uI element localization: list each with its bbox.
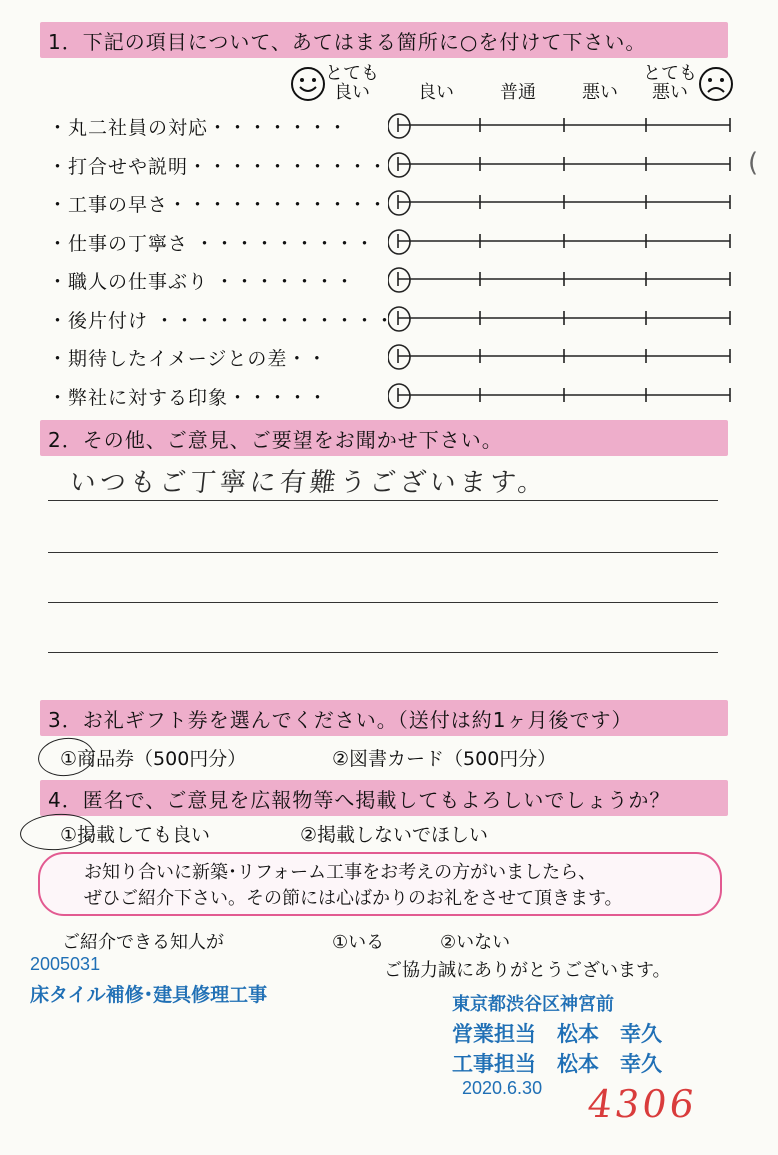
comment-line <box>48 500 718 501</box>
job-date: 2020.6.30 <box>462 1078 543 1098</box>
comment-line <box>48 552 718 553</box>
survey-item-row <box>48 149 738 179</box>
survey-item-label: ・弊社に対する印象・・・・・ <box>48 386 329 409</box>
survey-item-row <box>48 110 738 140</box>
notice-line2: ぜひご紹介下さい。その節には心ばかりのお礼をさせて頂きます。 <box>84 888 623 909</box>
survey-item-row <box>48 226 738 256</box>
survey-item-row <box>48 380 738 410</box>
job-title: 床タイル補修･建具修理工事 <box>30 985 268 1006</box>
referral-option-no[interactable]: ②いない <box>440 932 511 953</box>
survey-item-label: ・工事の早さ・・・・・・・・・・・ <box>48 194 389 216</box>
survey-item-label: ・後片付け ・・・・・・・・・・・・ <box>48 309 396 332</box>
selection-circle <box>388 230 410 254</box>
scale-label-very-good <box>324 64 380 102</box>
gift-option-gift-certificate[interactable]: ①商品券（500円分） <box>60 748 247 770</box>
rating-scale <box>388 264 738 294</box>
referral-question: ご紹介できる知人が <box>62 932 224 953</box>
section1-heading-band <box>40 22 728 58</box>
selection-circle <box>388 384 410 408</box>
scale-label-line1 <box>572 64 628 83</box>
rating-scale <box>388 110 738 140</box>
handwritten-number: 4306 <box>584 1082 700 1126</box>
rating-scale <box>388 341 738 371</box>
referral-notice-box <box>38 852 722 916</box>
survey-item-label: ・丸二社員の対応・・・・・・・ <box>48 117 349 139</box>
section4-heading-band <box>40 780 728 816</box>
notice-line1: お知り合いに新築･リフォーム工事をお考えの方がいましたら、 <box>84 862 597 883</box>
rating-scale <box>388 380 738 410</box>
frowning-face-icon <box>698 66 734 102</box>
section3-heading: 3．お礼ギフト券を選んでください。（送付は約1ヶ月後です） <box>48 707 633 732</box>
referral-option-yes[interactable]: ①いる <box>332 932 385 953</box>
job-location: 東京都渋谷区神宮前 <box>452 994 614 1014</box>
scale-label-line1 <box>490 64 546 83</box>
survey-item-label: ・職人の仕事ぶり ・・・・・・・ <box>48 271 356 293</box>
survey-item-row <box>48 264 738 294</box>
rating-scale <box>388 187 738 217</box>
scale-label-bad <box>572 64 628 102</box>
smiley-face-icon <box>290 66 326 102</box>
gift-option-book-card[interactable]: ②図書カード（500円分） <box>332 748 557 770</box>
scale-label-line1 <box>408 64 464 83</box>
survey-item-label: ・仕事の丁寧さ ・・・・・・・・・ <box>48 232 376 255</box>
scale-label-average <box>490 64 546 102</box>
rating-scale <box>388 226 738 256</box>
edge-mark: ( <box>748 148 759 178</box>
scale-label-line2: 普通 <box>500 82 536 103</box>
thanks-message: ご協力誠にありがとうございます。 <box>384 960 671 981</box>
selection-circle <box>388 307 410 331</box>
survey-item-label: ・打合せや説明・・・・・・・・・・ <box>48 155 389 178</box>
selection-circle <box>388 153 410 177</box>
scale-label-line2: 良い <box>418 82 454 103</box>
selection-circle <box>388 345 410 369</box>
job-id: 2005031 <box>30 954 101 974</box>
survey-item-row <box>48 187 738 217</box>
publish-option-allowed[interactable]: ①掲載しても良い <box>60 824 211 846</box>
scale-label-line2: 悪い <box>652 82 688 103</box>
section2-heading-band <box>40 420 728 456</box>
selection-circle <box>388 268 410 292</box>
scale-label-good <box>408 64 464 102</box>
handwritten-comment: いつもご丁寧に有難うございます。 <box>68 468 550 498</box>
comment-line <box>48 602 718 603</box>
selection-circle <box>388 114 410 138</box>
selection-circle <box>388 191 410 215</box>
rating-scale <box>388 303 738 333</box>
sales-rep: 営業担当 松本 幸久 <box>452 1023 662 1046</box>
scale-label-line1: とても <box>643 63 697 84</box>
construction-rep: 工事担当 松本 幸久 <box>452 1053 662 1076</box>
survey-item-row <box>48 341 738 371</box>
section4-heading: 4．匿名で、ご意見を広報物等へ掲載してもよろしいでしょうか？ <box>48 787 671 812</box>
scale-label-line2: 悪い <box>582 82 618 103</box>
scale-label-very-bad <box>642 64 698 102</box>
publish-option-not-allowed[interactable]: ②掲載しないでほしい <box>300 824 489 846</box>
rating-scale <box>388 149 738 179</box>
comment-line <box>48 652 718 653</box>
section1-heading: 1．下記の項目について、あてはまる箇所に○を付けて下さい。 <box>48 29 647 54</box>
scale-label-line1: とても <box>325 63 379 84</box>
section3-heading-band <box>40 700 728 736</box>
survey-item-label: ・期待したイメージとの差・・ <box>48 348 328 370</box>
scale-label-line2: 良い <box>334 82 370 103</box>
section2-heading: 2．その他、ご意見、ご要望をお聞かせ下さい。 <box>48 427 503 452</box>
survey-item-row <box>48 303 738 333</box>
